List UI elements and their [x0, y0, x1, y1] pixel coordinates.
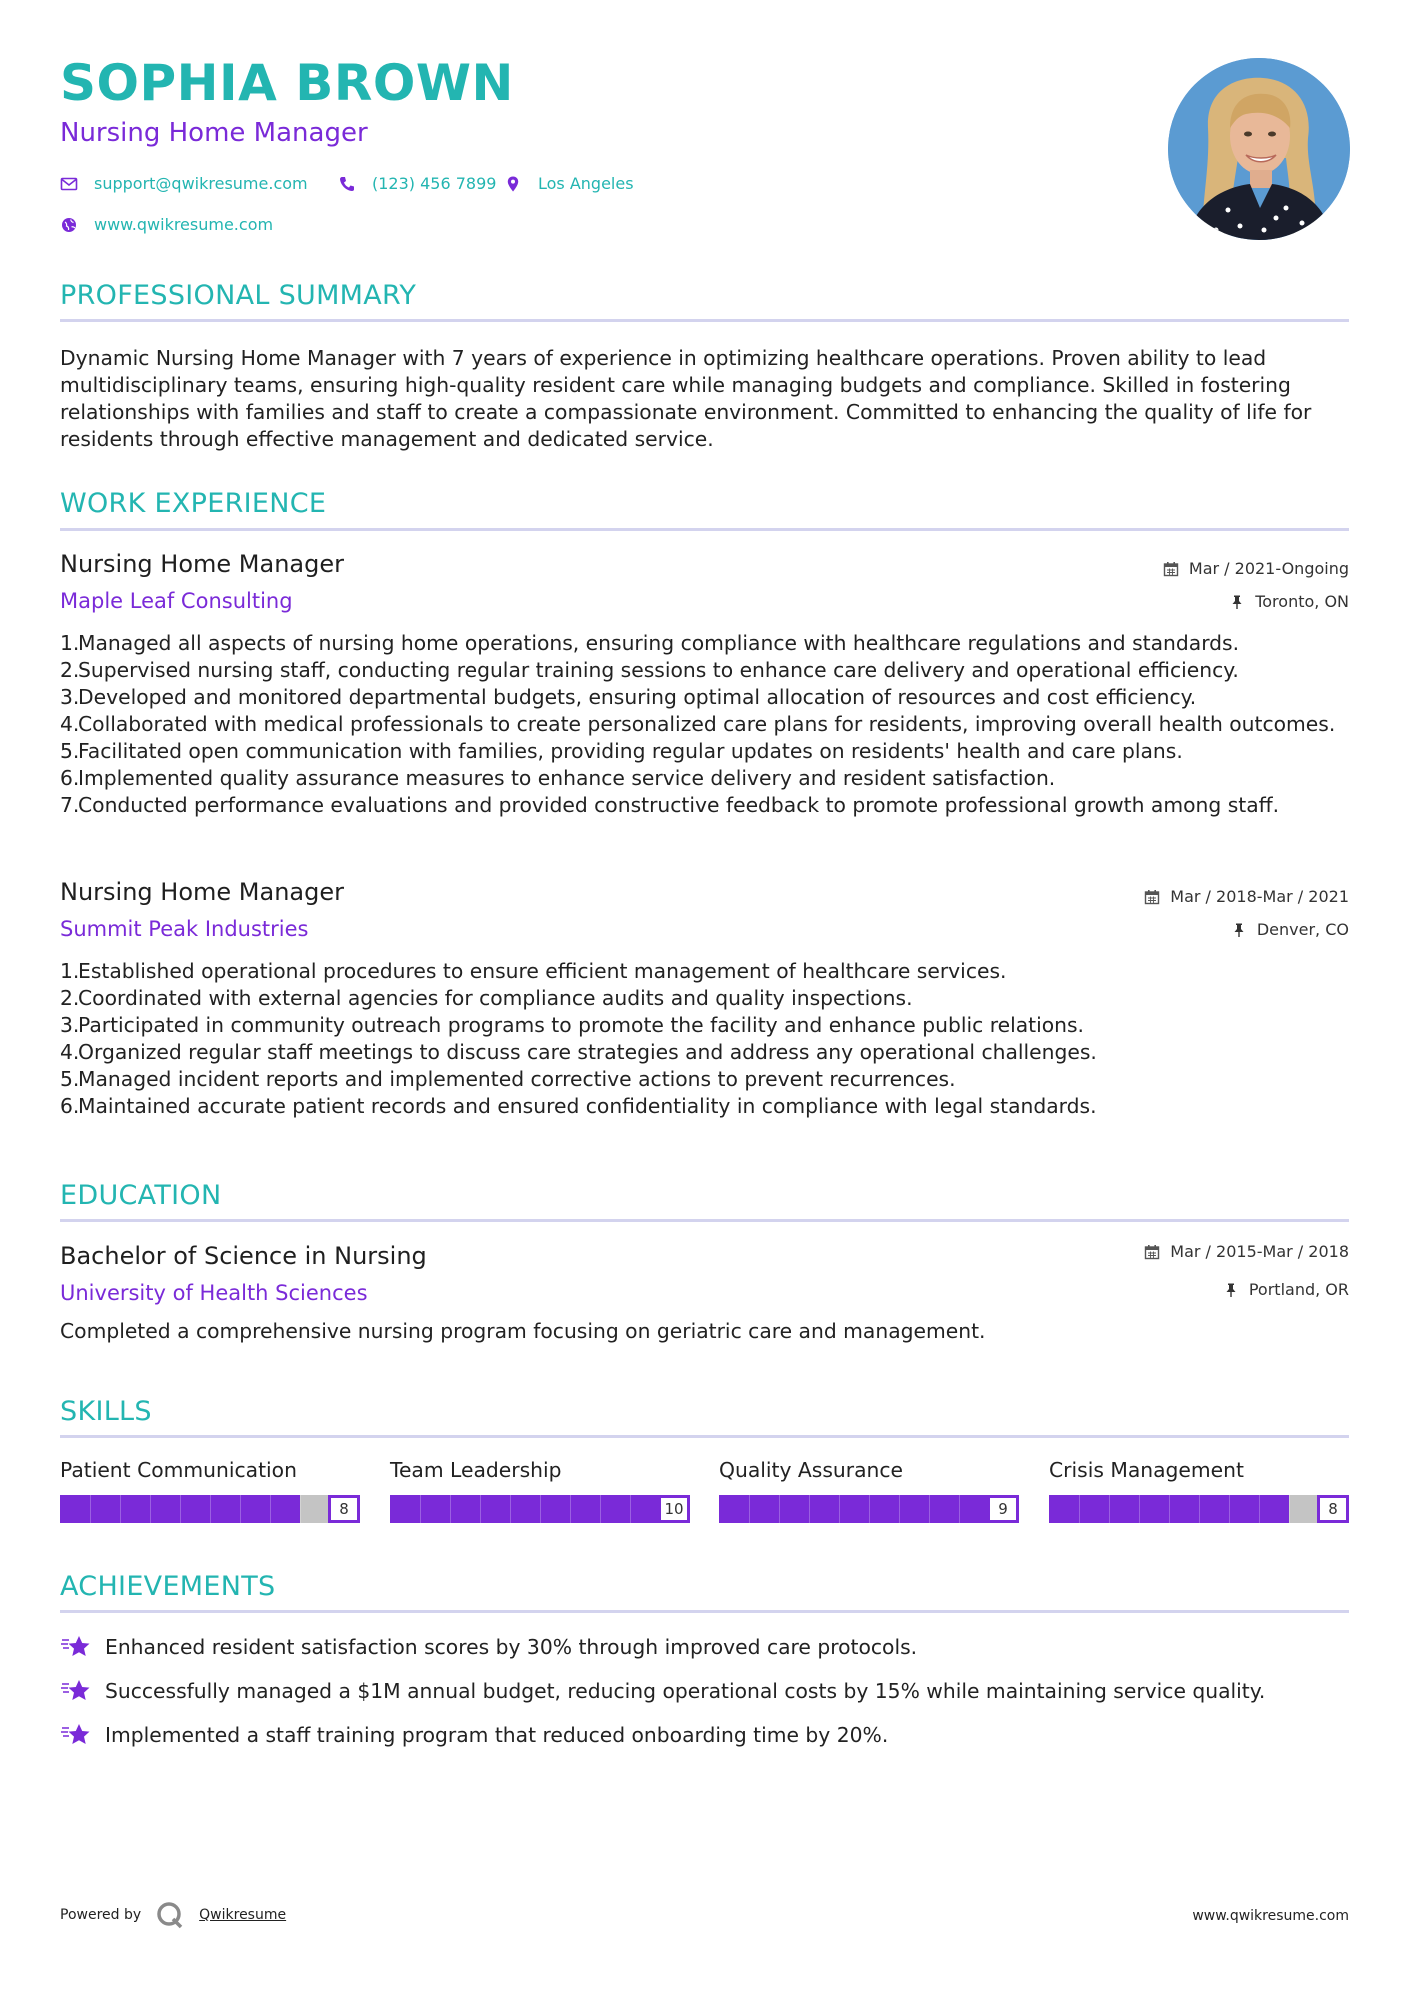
star-icon: [60, 1721, 92, 1749]
skill-label: Patient Communication: [60, 1458, 297, 1482]
section-divider: [60, 319, 1349, 322]
skill-segment-divider: [749, 1495, 750, 1523]
skill-segment-divider: [420, 1495, 421, 1523]
map-pin-icon: [504, 175, 522, 193]
achievement-item: [60, 1721, 888, 1749]
skill-meter: [719, 1495, 1019, 1523]
phone-text[interactable]: (123) 456 7899: [372, 174, 497, 193]
skill-label: Quality Assurance: [719, 1458, 904, 1482]
skill-segment-divider: [240, 1495, 241, 1523]
job-bullets: [60, 630, 1355, 819]
skill-segment-divider: [570, 1495, 571, 1523]
skill-segment-divider: [270, 1495, 271, 1523]
achievement-item: [60, 1633, 917, 1661]
skill-segment-divider: [1139, 1495, 1140, 1523]
skill-meter: [60, 1495, 360, 1523]
education-dates-text: Mar / 2015-Mar / 2018: [1170, 1242, 1349, 1261]
skill-segment-divider: [1259, 1495, 1260, 1523]
list-item: 2. Supervised nursing staff, conducting regular training sessions to enhance care delivery and operational efficiency.: [60, 658, 1239, 682]
job-location-text: Toronto, ON: [1255, 592, 1349, 611]
calendar-icon: [1144, 889, 1160, 905]
pushpin-icon: [1229, 594, 1245, 610]
website-text[interactable]: www.qwikresume.com: [94, 215, 274, 234]
achievement-item: [60, 1677, 1265, 1705]
job-title: Nursing Home Manager: [60, 878, 344, 906]
skill-segment-divider: [1199, 1495, 1200, 1523]
skill-meter: [1049, 1495, 1349, 1523]
education-degree: Bachelor of Science in Nursing: [60, 1242, 427, 1270]
skill-segment-divider: [450, 1495, 451, 1523]
achievement-text: Enhanced resident satisfaction scores by 30% through improved care protocols.: [105, 1634, 918, 1659]
skill-segment-divider: [809, 1495, 810, 1523]
calendar-icon: [1163, 561, 1179, 577]
globe-icon: [60, 216, 78, 234]
candidate-name: SOPHIA BROWN: [60, 54, 514, 112]
job-dates: [1163, 561, 1349, 577]
powered-by-label: Powered by: [60, 1907, 142, 1923]
job-company: Summit Peak Industries: [60, 917, 309, 941]
skill-level: 8: [1317, 1495, 1349, 1523]
skills-heading: SKILLS: [60, 1396, 152, 1427]
section-divider: [60, 1219, 1349, 1222]
skill-level: 10: [658, 1495, 690, 1523]
education-school: University of Health Sciences: [60, 1281, 368, 1305]
skill-segment-divider: [1169, 1495, 1170, 1523]
skill-segment-divider: [779, 1495, 780, 1523]
section-divider: [60, 1610, 1349, 1613]
job-dates-text: Mar / 2018-Mar / 2021: [1170, 887, 1349, 906]
list-item: 6. Implemented quality assurance measures to enhance service delivery and resident satisfaction.: [60, 766, 1056, 790]
skill-segment-divider: [90, 1495, 91, 1523]
contact-phone[interactable]: [338, 175, 496, 193]
skill-segment-divider: [869, 1495, 870, 1523]
skill-label: Crisis Management: [1049, 1458, 1244, 1482]
education-heading: EDUCATION: [60, 1180, 222, 1211]
job-bullets: [60, 958, 1355, 1120]
list-item: 5. Facilitated open communication with families, providing regular updates on residents' health and care plans.: [60, 739, 1183, 763]
list-item: 7. Conducted performance evaluations and provided constructive feedback to promote professional growth among staff.: [60, 793, 1280, 817]
skill-segment-divider: [1109, 1495, 1110, 1523]
skill-segment-divider: [630, 1495, 631, 1523]
skill-segment-divider: [1229, 1495, 1230, 1523]
skill-segment-divider: [1079, 1495, 1080, 1523]
skill-segment-divider: [899, 1495, 900, 1523]
job-title: Nursing Home Manager: [60, 550, 344, 578]
profile-photo: [1168, 58, 1350, 240]
pushpin-icon: [1223, 1282, 1239, 1298]
skill-segment-divider: [300, 1495, 301, 1523]
skill-segment-divider: [510, 1495, 511, 1523]
skill-level: 9: [987, 1495, 1019, 1523]
contact-location: [504, 175, 634, 193]
skill-segment-divider: [600, 1495, 601, 1523]
education-dates: [1144, 1244, 1349, 1260]
phone-icon: [338, 175, 356, 193]
email-text[interactable]: support@qwikresume.com: [94, 174, 308, 193]
skill-fill: [719, 1495, 989, 1523]
job-location-text: Denver, CO: [1256, 920, 1349, 939]
footer-website[interactable]: www.qwikresume.com: [1192, 1908, 1349, 1924]
skill-segment-divider: [150, 1495, 151, 1523]
skill-segment-divider: [929, 1495, 930, 1523]
list-item: 5. Managed incident reports and implemented corrective actions to prevent recurrences.: [60, 1067, 956, 1091]
list-item: 1. Managed all aspects of nursing home operations, ensuring compliance with healthcare regulations and standards.: [60, 631, 1240, 655]
summary-text: Dynamic Nursing Home Manager with 7 years of experience in optimizing healthcare operations. Proven ability to lead multidisciplinary teams, ensuring high-quality resident care while managing budgets and compliance. Skilled in fostering relationships with families and staff to create a compassionate environment. Committed to enhancing the quality of life for residents through effective management and dedicated service.: [60, 346, 1312, 451]
education-location-text: Portland, OR: [1248, 1280, 1349, 1299]
skill-segment-divider: [540, 1495, 541, 1523]
list-item: 4. Organized regular staff meetings to discuss care strategies and address any operational challenges.: [60, 1040, 1097, 1064]
footer-powered-by: [60, 1900, 286, 1930]
skill-segment-divider: [959, 1495, 960, 1523]
candidate-role: Nursing Home Manager: [60, 118, 368, 148]
skill-segment-divider: [210, 1495, 211, 1523]
list-item: 1. Established operational procedures to ensure efficient management of healthcare services.: [60, 959, 1007, 983]
achievement-text: Successfully managed a $1M annual budget, reducing operational costs by 15% while maintaining service quality.: [105, 1678, 1266, 1703]
education-location: [1223, 1282, 1349, 1298]
star-icon: [60, 1677, 92, 1705]
skill-meter: [390, 1495, 690, 1523]
job-company: Maple Leaf Consulting: [60, 589, 293, 613]
contact-email[interactable]: [60, 175, 308, 193]
location-text: Los Angeles: [538, 174, 634, 193]
skill-segment-divider: [120, 1495, 121, 1523]
brand-link[interactable]: Qwikresume: [199, 1907, 287, 1923]
list-item: 4. Collaborated with medical professionals to create personalized care plans for residents, improving overall health outcomes.: [60, 712, 1336, 736]
qwikresume-logo-icon: [155, 1900, 185, 1930]
list-item: 3. Developed and monitored departmental budgets, ensuring optimal allocation of resources and cost efficiency.: [60, 685, 1197, 709]
job-dates: [1144, 889, 1349, 905]
job-location: [1231, 922, 1349, 938]
experience-heading: WORK EXPERIENCE: [60, 488, 327, 519]
achievements-heading: ACHIEVEMENTS: [60, 1571, 276, 1602]
summary-heading: PROFESSIONAL SUMMARY: [60, 280, 417, 311]
section-divider: [60, 1435, 1349, 1438]
skill-segment-divider: [180, 1495, 181, 1523]
skill-segment-divider: [1289, 1495, 1290, 1523]
job-location: [1229, 594, 1349, 610]
pushpin-icon: [1231, 922, 1247, 938]
list-item: 3. Participated in community outreach programs to promote the facility and enhance public relations.: [60, 1013, 1085, 1037]
list-item: 6. Maintained accurate patient records and ensured confidentiality in compliance with legal standards.: [60, 1094, 1097, 1118]
skill-level: 8: [328, 1495, 360, 1523]
section-divider: [60, 528, 1349, 531]
skill-segment-divider: [480, 1495, 481, 1523]
education-description: Completed a comprehensive nursing program focusing on geriatric care and management.: [60, 1319, 986, 1343]
calendar-icon: [1144, 1244, 1160, 1260]
list-item: 2. Coordinated with external agencies for compliance audits and quality inspections.: [60, 986, 913, 1010]
job-dates-text: Mar / 2021-Ongoing: [1188, 559, 1349, 578]
star-icon: [60, 1633, 92, 1661]
achievement-text: Implemented a staff training program that reduced onboarding time by 20%.: [105, 1722, 889, 1747]
contact-website[interactable]: [60, 216, 273, 234]
skill-label: Team Leadership: [390, 1458, 562, 1482]
envelope-icon: [60, 175, 78, 193]
skill-segment-divider: [839, 1495, 840, 1523]
